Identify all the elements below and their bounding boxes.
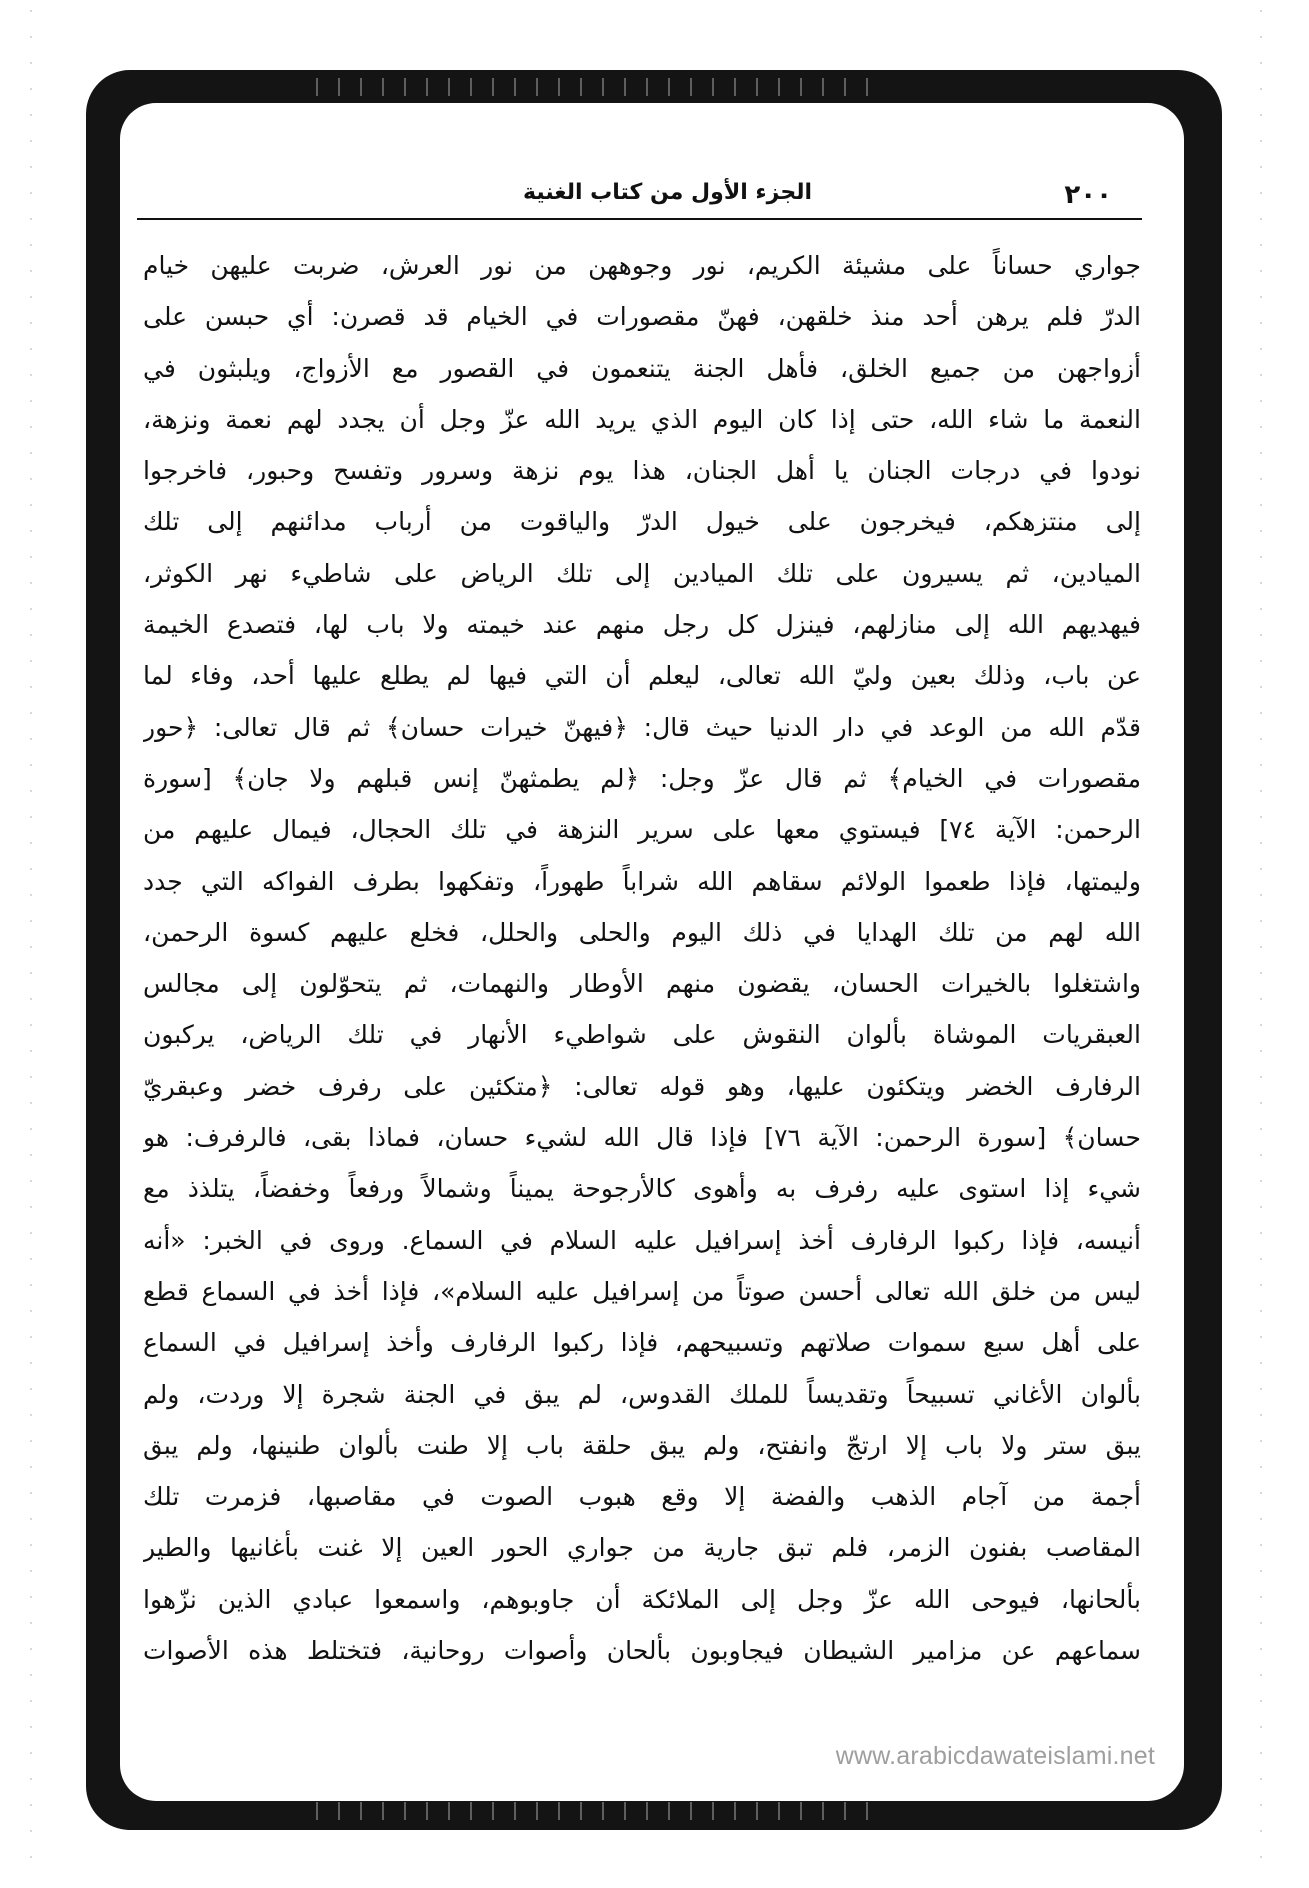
text-line: أزواجهن من جميع الخلق، فأهل الجنة يتنعمون في القصور مع الأزواج، ويلبثون في (143, 353, 1141, 383)
text-line: مقصورات في الخيام﴾ ثم قال عزّ وجل: ﴿لم يطمثهنّ إنس قبلهم ولا جان﴾ [سورة (143, 763, 1141, 793)
text-line: ليس من خلق الله تعالى أحسن صوتاً من إسرافيل عليه السلام»، فإذا أخذ في السماع قطع (143, 1276, 1141, 1306)
text-line: بألوان الأغاني تسبيحاً وتقديساً للملك القدوس، لم يبق في الجنة شجرة إلا وردت، ولم (143, 1379, 1141, 1409)
text-line: أجمة من آجام الذهب والفضة إلا وقع هبوب الصوت في مقاصبها، فزمرت تلك (143, 1482, 1141, 1512)
text-line: جواري حساناً على مشيئة الكريم، نور وجوههن من نور العرش، ضربت عليهن خيام (143, 251, 1141, 280)
text-line: يبق ستر ولا باب إلا ارتجّ وانفتح، ولم يبق حلقة باب إلا طنت بألوان طنينها، ولم يبق (143, 1430, 1141, 1460)
website-watermark: www.arabicdawateislami.net (835, 1742, 1155, 1770)
text-line: العبقريات الموشاة بألوان النقوش على شواطيء الأنهار في تلك الرياض، يركبون (143, 1020, 1141, 1050)
text-line: قدّم الله من الوعد في دار الدنيا حيث قال: ﴿فيهنّ خيرات حسان﴾ ثم قال تعالى: ﴿حور (143, 712, 1141, 742)
text-line: الله لهم من تلك الهدايا في ذلك اليوم والحلى والحلل، فخلع عليهم كسوة الرحمن، (143, 917, 1141, 947)
text-line: المقاصب بفنون الزمر، فلم تبق جارية من جواري الحور العين إلا غنت بأغانيها والطير (143, 1533, 1141, 1563)
text-line: الميادين، ثم يسيرون على تلك الميادين إلى تلك الرياض على شاطيء نهر الكوثر، (143, 558, 1141, 588)
scan-margin-right (1260, 10, 1262, 1870)
text-line: عن باب، وذلك بعين وليّ الله تعالى، ليعلم أن التي فيها لم يطلع عليها أحد، وفاء لما (143, 661, 1141, 691)
text-line: حسان﴾ [سورة الرحمن: الآية ٧٦] فإذا قال الله لشيء حسان، فماذا بقى، فالرفرف: هو (143, 1123, 1141, 1153)
text-line: الدرّ فلم يرهن أحد منذ خلقهن، فهنّ مقصورات في الخيام قد قصرن: أي حبسن على (143, 302, 1141, 332)
text-line: على أهل سبع سموات صلاتهم وتسبيحهم، فإذا ركبوا الرفارف وأخذ إسرافيل في السماع (143, 1328, 1141, 1358)
text-line: فيهديهم الله إلى منازلهم، فينزل كل رجل منهم عند خيمته ولا باب لها، فتصدع الخيمة (143, 610, 1141, 640)
text-line: بألحانها، فيوحى الله عزّ وجل إلى الملائكة أن جاوبوهم، واسمعوا عبادي الذين نزّهوا (143, 1584, 1141, 1614)
text-line: شيء إذا استوى عليه رفرف به وأهوى كالأرجوحة يميناً وشمالاً ورفعاً وخفضاً، يتلذذ مع (143, 1174, 1141, 1204)
book-title: الجزء الأول من كتاب الغنية (523, 180, 812, 205)
text-line: الرفارف الخضر ويتكئون عليها، وهو قوله تعالى: ﴿متكئين على رفرف خضر وعبقريّ (143, 1071, 1141, 1101)
scan-artifact-bottom (316, 1802, 876, 1820)
page-number: ٢٠٠ (1064, 180, 1112, 210)
text-line: واشتغلوا بالخيرات الحسان، يقضون منهم الأوطار والنهمات، ثم يتحوّلون إلى مجالس (143, 969, 1141, 999)
running-header (137, 178, 1142, 220)
text-line: وليمتها، فإذا طعموا الولائم سقاهم الله شراباً طهوراً، وتفكهوا بطرف الفواكه التي جدد (143, 866, 1141, 896)
text-line: إلى منتزهكم، فيخرجون على خيول الدرّ والياقوت من أرباب مدائنهم إلى تلك (143, 507, 1141, 537)
text-line: الرحمن: الآية ٧٤] فيستوي معها على سرير النزهة في تلك الحجال، فيمال عليهم من (143, 815, 1141, 845)
text-line: سماعهم عن مزامير الشيطان فيجاوبون بألحان وأصوات روحانية، فتختلط هذه الأصوات (143, 1636, 1141, 1666)
text-line: نودوا في درجات الجنان يا أهل الجنان، هذا يوم نزهة وسرور وتفسح وحبور، فاخرجوا (143, 456, 1141, 486)
scan-margin-left (30, 10, 32, 1870)
text-line: أنيسه، فإذا ركبوا الرفارف أخذ إسرافيل عليه السلام في السماع. وروى في الخبر: «أنه (143, 1225, 1141, 1255)
scan-artifact-top (316, 78, 876, 96)
text-line: النعمة ما شاء الله، حتى إذا كان اليوم الذي يريد الله عزّ وجل أن يجدد لهم نعمة ونزهة، (143, 404, 1141, 434)
body-text (143, 240, 1141, 1676)
